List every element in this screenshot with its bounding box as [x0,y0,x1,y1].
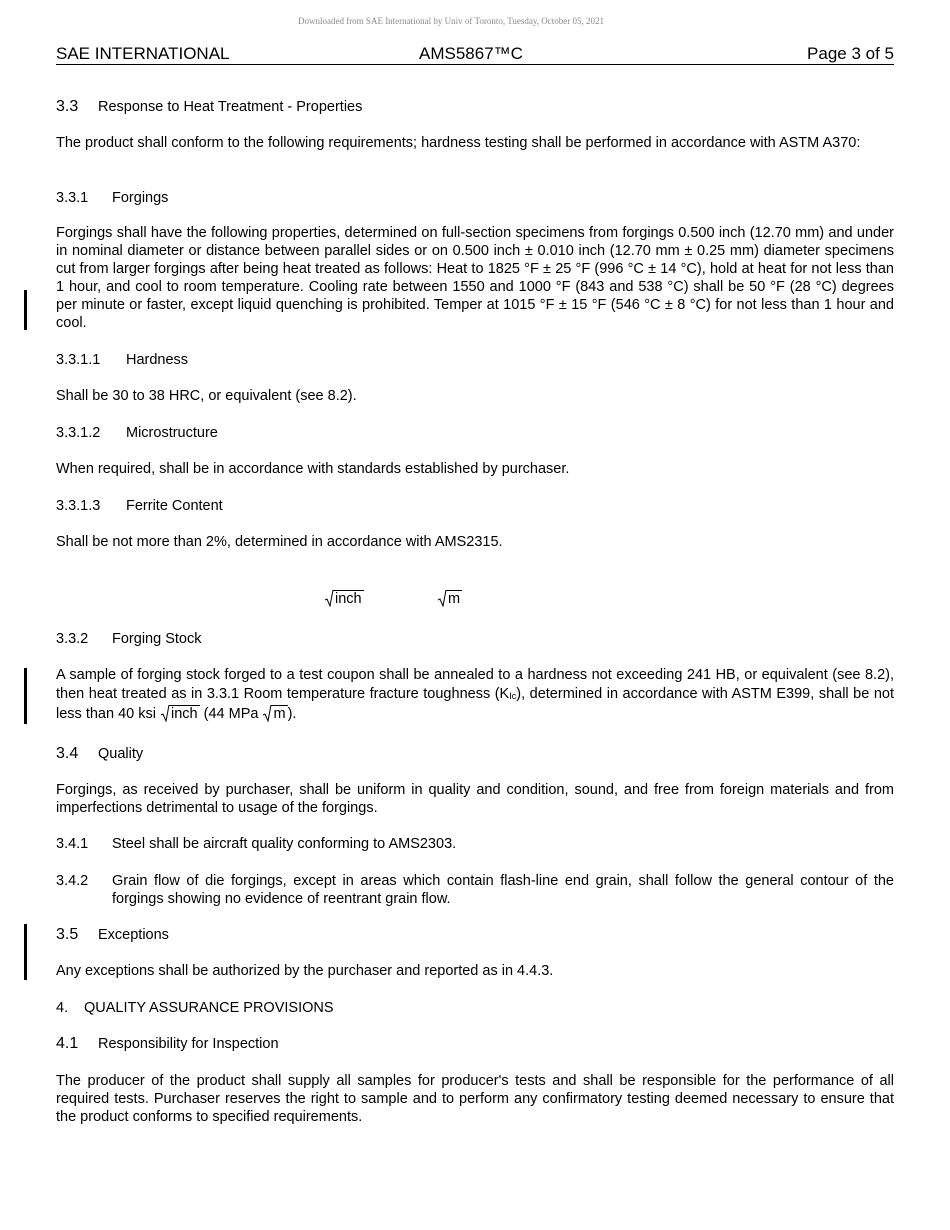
sqrt-inch-unit [324,590,364,608]
body-text: (44 MPa [203,706,259,722]
unit-text: m [448,591,461,607]
section-body: Grain flow of die forgings, except in areas which contain flash-line end grain, shall follow the general contour of the forgings showing no evidence of reentrant grain flow. [112,873,894,907]
radical-sign-icon [160,704,170,722]
body-text: ). [287,706,297,722]
section-3-3-1-1-body: Shall be 30 to 38 HRC, or equivalent (see 8.2). [56,388,357,404]
page-header [56,44,894,65]
section-3-3-1-3-heading [56,497,223,515]
body-text: ), determined in accordance with ASTM E399, shall be not less than 40 ksi [56,686,894,722]
section-3-4-2 [56,872,894,908]
section-3-3-body: The product shall conform to the following requirements; hardness testing shall be performed in accordance with ASTM A370: [56,135,861,151]
section-title: Quality [98,746,144,762]
section-3-3-1-2-body: When required, shall be in accordance with standards established by purchaser. [56,461,570,477]
section-number: 3.5 [56,926,79,943]
section-title: Forging Stock [112,631,202,647]
section-number: 3.3.1.2 [56,425,101,441]
section-body: Steel shall be aircraft quality conforming to AMS2303. [112,836,457,852]
section-title: Response to Heat Treatment - Properties [98,99,363,115]
radical-sign-icon [324,589,334,607]
section-number: 3.4 [56,745,79,762]
revision-bar [24,668,27,724]
section-3-3-heading [56,98,362,116]
section-number: 4. [56,1000,69,1016]
section-3-4-heading [56,745,143,763]
section-3-3-1-body: Forgings shall have the following properties, determined on full-section specimens from forgings 0.500 inch (12.70 mm) and under in nominal diameter or distance between parallel sides or on 0.500 inch ± 0.010 inch (12.70 mm ± 0.25 mm) diameter specimens cut from larger forgings after being heat treated as follows: Heat to 1825 °F ± 25 °F (996 °C ± 14 °C), hold at heat for not less than 1 hour, and cool to room temperature. Cooling rate between 1550 and 1000 °F (843 and 538 °C) shall be 50 °F (28 °C) degrees per minute or faster, except liquid quenching is prohibited. Temper at 1015 °F ± 15 °F (546 °C ± 8 °C) for not less than 1 hour and cool. [56,225,894,331]
section-number: 3.3.1.1 [56,352,101,368]
section-3-4-1 [56,835,456,853]
section-number: 3.3.1.3 [56,498,101,514]
section-3-3-1-1-heading [56,351,188,369]
section-3-3-1-heading [56,189,168,207]
section-number: 4.1 [56,1035,79,1052]
body-text: A sample of forging stock forged to a test coupon shall be annealed to a hardness not exceeding 241 HB, or equivalent (see 8.2), then heat treated as in 3.3.1 Room temperature fracture toughness (K [56,667,894,702]
section-4-1-heading [56,1035,279,1053]
section-4-heading [56,999,334,1017]
section-3-3-1-2-heading [56,424,218,442]
header-page-number: Page 3 of 5 [807,44,894,63]
section-title: Forgings [112,190,169,206]
section-title: Ferrite Content [126,498,223,514]
header-org: SAE INTERNATIONAL [56,44,230,63]
radical-sign-icon [262,704,272,722]
section-title: Responsibility for Inspection [98,1036,279,1052]
section-3-3-2-body [56,666,894,724]
section-3-5-body: Any exceptions shall be authorized by the purchaser and reported as in 4.4.3. [56,963,554,979]
section-number: 3.4.2 [56,873,89,889]
section-3-5-heading [56,926,169,944]
revision-bar [24,290,27,330]
section-number: 3.3 [56,98,79,115]
section-number: 3.4.1 [56,836,89,852]
section-title: Exceptions [98,927,169,943]
section-3-3-1-3-body: Shall be not more than 2%, determined in accordance with AMS2315. [56,534,503,550]
section-3-3-2-heading [56,630,201,648]
download-watermark: Downloaded from SAE International by Univ of Toronto, Tuesday, October 05, 2021 [297,16,605,26]
subscript-ic: Ic [509,691,517,701]
section-title: QUALITY ASSURANCE PROVISIONS [84,1000,334,1016]
section-number: 3.3.1 [56,190,89,206]
section-number: 3.3.2 [56,631,89,647]
unit-text: inch [170,706,198,722]
unit-text: m [273,706,286,722]
revision-bar [24,924,27,980]
unit-text: inch [335,591,362,607]
header-doc-id: AMS5867™C [419,44,523,63]
radical-sign-icon [437,589,447,607]
section-3-4-body: Forgings, as received by purchaser, shall be uniform in quality and condition, sound, and free from foreign materials and from imperfections detrimental to usage of the forgings. [56,782,894,816]
section-4-1-body: The producer of the product shall supply all samples for producer's tests and shall be responsible for the performance of all required tests. Purchaser reserves the right to sample and to perform any confirmatory testing deemed necessary to ensure that the product conforms to specified requirements. [56,1073,894,1125]
section-title: Microstructure [126,425,218,441]
sqrt-m-unit [437,590,462,608]
section-title: Hardness [126,352,189,368]
